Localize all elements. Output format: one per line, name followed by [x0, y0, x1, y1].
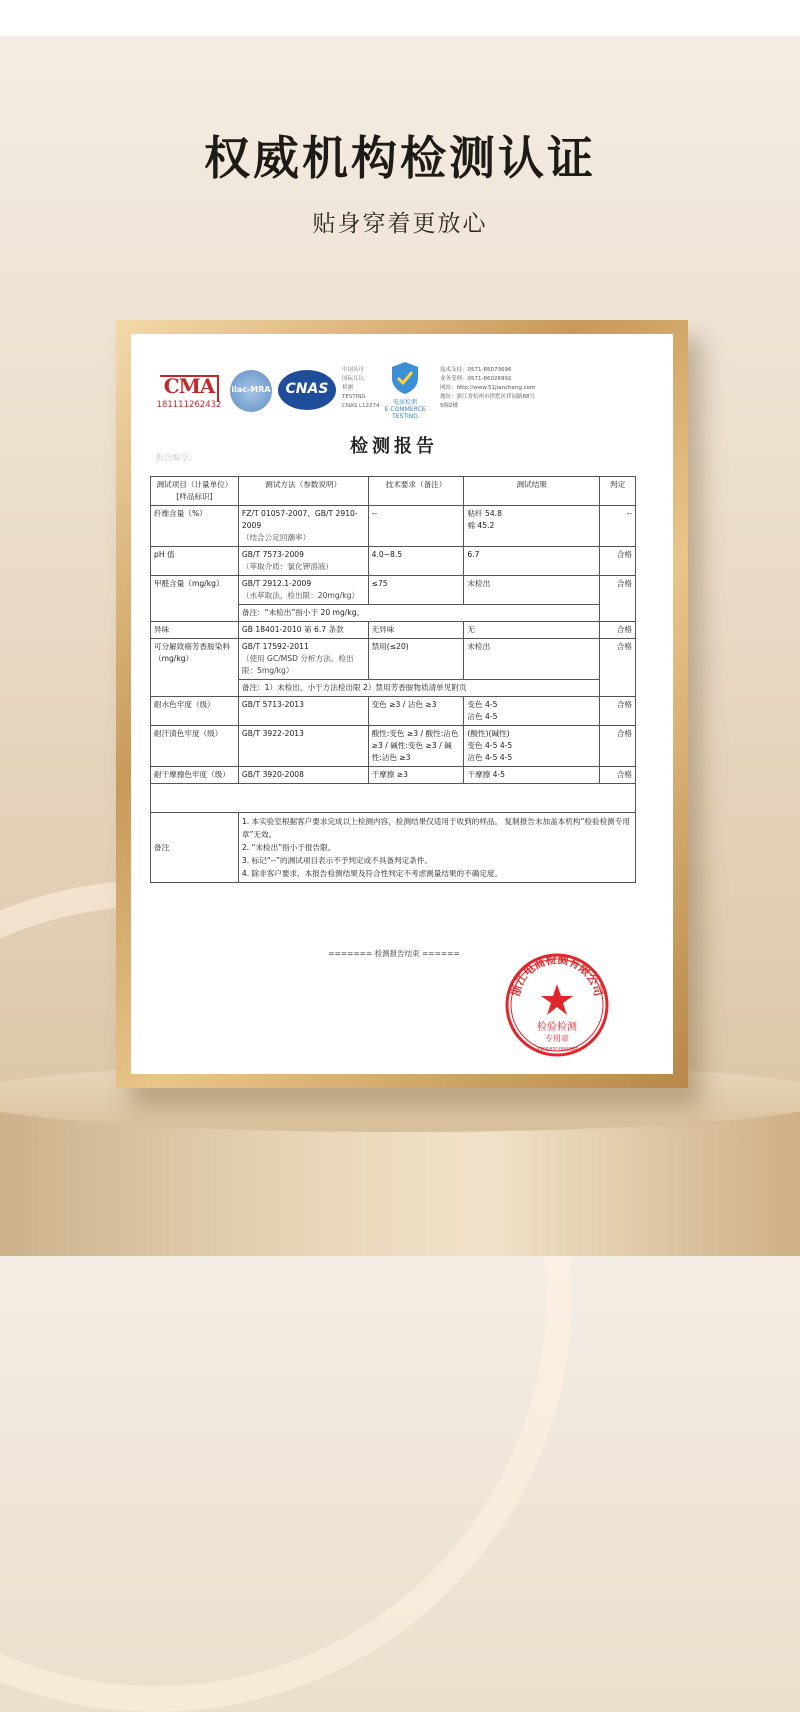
row-requirement: 干摩擦 ≥3 [368, 767, 464, 784]
row-note: 备注：1）未检出，小于方法检出限 2）禁用芳香胺物质清单见附页 [238, 680, 599, 697]
row-result [464, 726, 600, 767]
row-item: 耐水色牢度（级） [151, 697, 239, 726]
results-table [150, 476, 636, 883]
row-item: 耐汗渍色牢度（级） [151, 726, 239, 767]
table-row [151, 622, 636, 639]
remark-line: 4. 除非客户要求，本报告检测结果及符合性判定不考虑测量结果的不确定度。 [241, 869, 503, 878]
row-item: 纤维含量（%） [151, 506, 239, 547]
test-report [150, 352, 638, 1062]
column-header: 测试方法（参数说明） [238, 477, 368, 506]
row-item: 异味 [151, 622, 239, 639]
row-judgement: 合格 [600, 547, 636, 576]
row-result: 干摩擦 4-5 [464, 767, 600, 784]
row-requirement: 禁用(≤20) [368, 639, 464, 680]
remarks-label: 备注 [151, 813, 239, 883]
shield-caption [378, 397, 432, 420]
row-result: 未检出 [464, 576, 600, 605]
report-title: 检测报告 [350, 436, 438, 457]
seal-number: 3301831000884 [536, 1047, 578, 1053]
row-judgement: 合格 [600, 639, 636, 697]
row-method: GB/T 5713-2013 [238, 697, 368, 726]
row-item: pH 值 [151, 547, 239, 576]
cnas-logo-text: CNAS [285, 381, 329, 397]
method-note: （萃取介质：氯化钾溶液） [241, 562, 333, 571]
contact-line: 地址：浙江省杭州市拱墅区祥园路88号 [440, 394, 535, 400]
row-requirement: 酸性:变色 ≥3 / 酸性:沾色 ≥3 / 碱性:变色 ≥3 / 碱性:沾色 ≥3 [368, 726, 464, 767]
table-row [151, 576, 636, 605]
row-method: GB/T 3920-2008 [238, 767, 368, 784]
contact-line: 业务受理：0571-86026992 [440, 376, 512, 382]
row-requirement: 无异味 [368, 622, 464, 639]
report-number-label: 报告编号： [156, 453, 196, 462]
table-row [151, 697, 636, 726]
row-requirement: 4.0~8.5 [368, 547, 464, 576]
row-result [464, 697, 600, 726]
ilac-mra-text: ilac-MRA [231, 385, 271, 394]
spacer-cell [151, 784, 636, 813]
table-header-row [151, 477, 636, 506]
table-row [151, 547, 636, 576]
result-line: 沾色 4-5 [467, 712, 498, 721]
row-judgement: 合格 [600, 697, 636, 726]
column-header: 技术要求（备注） [368, 477, 464, 506]
row-method [238, 639, 368, 680]
column-header: 测试结果 [464, 477, 600, 506]
row-item: 耐干摩擦色牢度（级） [151, 767, 239, 784]
column-header: 判定 [600, 477, 636, 506]
cnas-line: 中国认可 [342, 367, 365, 373]
cma-logo-text: CMA [163, 374, 215, 398]
table-row [151, 726, 636, 767]
seal-center-text: 检验检测 [537, 1022, 577, 1033]
remark-line: 2. “未检出”指小于报告限。 [241, 843, 336, 852]
method-text: GB/T 7573-2009 [241, 550, 304, 559]
row-judgement: -- [600, 506, 636, 547]
row-judgement: 合格 [600, 622, 636, 639]
row-method [238, 576, 368, 605]
shield-caption-sub: E-COMMERCE TESTING [384, 406, 426, 420]
contact-line: 网址：http://www.51jiancheng.com [440, 385, 536, 391]
method-note: （结合公定回潮率） [241, 533, 311, 542]
row-judgement: 合格 [600, 767, 636, 784]
remark-line: 1. 本实验室根据客户要求完成以上检测内容，检测结果仅适用于收到的样品。 复制报告未加盖本机构“检验检测专用章”无效。 [241, 817, 630, 839]
remarks-row [151, 813, 636, 883]
result-line: (酸性)(碱性) [467, 729, 510, 738]
table-row [151, 506, 636, 547]
row-method [238, 547, 368, 576]
row-item: 可分解致癌芳香胺染料（mg/kg） [151, 639, 239, 697]
table-spacer-row [151, 784, 636, 813]
cnas-line: 检测 [342, 385, 354, 391]
certification-logos [150, 352, 638, 420]
table-row [151, 767, 636, 784]
method-text: FZ/T 01057-2007、GB/T 2910-2009 [241, 509, 358, 530]
result-line: 变色 4-5 [467, 700, 498, 709]
seal-arc-text: 浙江电商检测有限公司 [509, 953, 605, 998]
method-note: （使用 GC/MSD 分析方法，检出限：5mg/kg） [241, 654, 354, 675]
row-requirement: 变色 ≥3 / 沾色 ≥3 [368, 697, 464, 726]
remark-line: 3. 标记“--”的测试项目表示不予判定或不具备判定条件。 [241, 856, 432, 865]
seal-bottom-text: 专用章 [545, 1034, 569, 1043]
shield-check-icon [390, 360, 420, 396]
row-method [238, 506, 368, 547]
row-method: GB 18401-2010 第 6.7 条款 [238, 622, 368, 639]
official-seal-icon [502, 950, 612, 1060]
lab-contact-info [440, 366, 636, 411]
top-band [0, 0, 800, 36]
row-judgement: 合格 [600, 576, 636, 622]
row-requirement: -- [368, 506, 464, 547]
page-subheadline: 贴身穿着更放心 [312, 211, 488, 237]
cnas-line: CNAS L12274 [342, 403, 380, 409]
contact-line: 技术支持：0571-85073696 [440, 367, 512, 373]
cma-number: 181111262432 [156, 400, 222, 410]
row-item: 甲醛含量（mg/kg） [151, 576, 239, 622]
row-result: 未检出 [464, 639, 600, 680]
row-result [464, 506, 600, 547]
row-method: GB/T 3922-2013 [238, 726, 368, 767]
column-header: 测试项目（计量单位）[样品标识] [151, 477, 239, 506]
row-result: 无 [464, 622, 600, 639]
method-text: GB/T 2912.1-2009 [241, 579, 312, 588]
remarks-content [238, 813, 635, 883]
page-headline: 权威机构检测认证 [204, 131, 596, 185]
row-requirement: ≤75 [368, 576, 464, 605]
result-line: 棉 45.2 [467, 521, 495, 530]
result-line: 沾色 4-5 4-5 [467, 753, 513, 762]
table-row [151, 639, 636, 680]
method-note: （水萃取法，检出限：20mg/kg） [241, 591, 360, 600]
method-text: GB/T 17592-2011 [241, 642, 309, 651]
contact-line: 5幢2楼 [440, 403, 458, 409]
report-end-line: ======= 检测报告结束 ====== [328, 949, 460, 958]
row-note: 备注：“未检出”指小于 20 mg/kg。 [238, 605, 599, 622]
row-judgement: 合格 [600, 726, 636, 767]
result-line: 变色 4-5 4-5 [467, 741, 513, 750]
result-line: 粘纤 54.8 [467, 509, 502, 518]
cnas-line: TESTING [342, 394, 366, 400]
shield-caption-main: 电商检测 [392, 399, 417, 406]
cnas-line: 国际互认 [342, 376, 365, 382]
row-result: 6.7 [464, 547, 600, 576]
